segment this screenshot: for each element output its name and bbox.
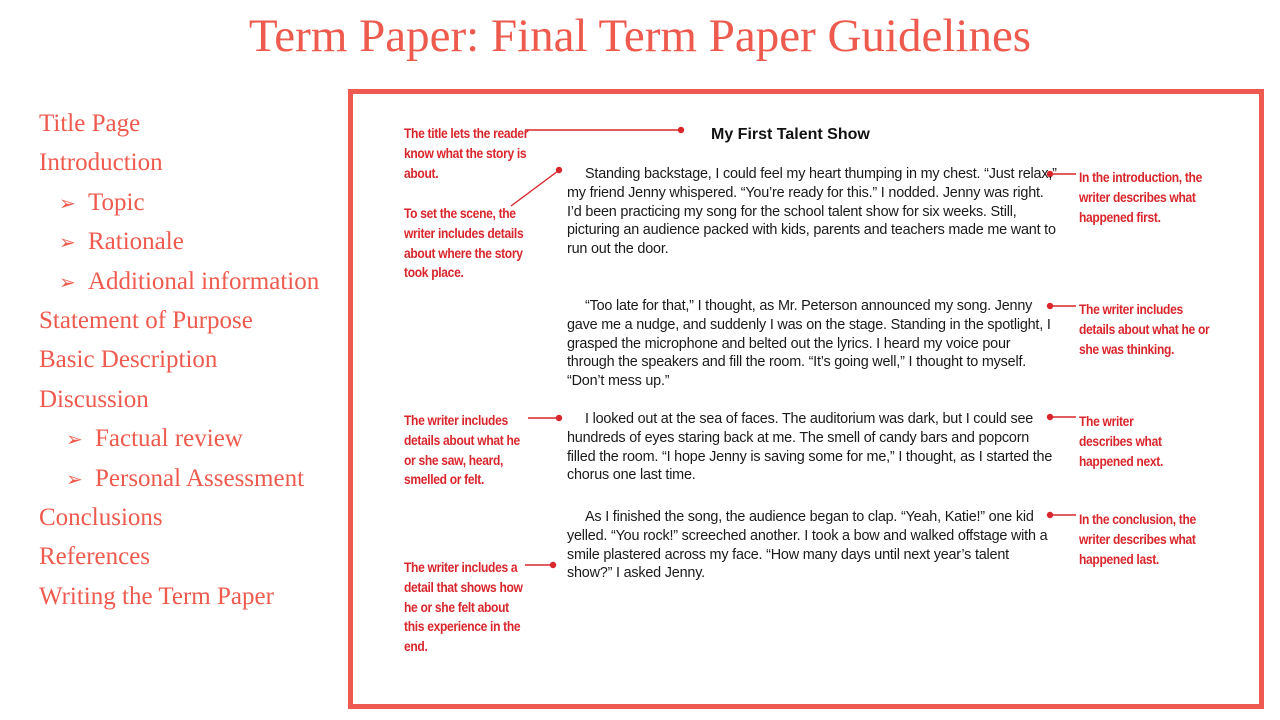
arrow-bullet-icon: ➢	[66, 468, 83, 491]
story-paragraph-2: “Too late for that,” I thought, as Mr. Peterson announced my song. Jenny gave me a nudge, and suddenly I was on the stage. Standing in the spotlight, I grasped the microphone and belted out the lyrics. I heard my voice pour through the speakers and fill the room. “It’s going well,” I thought to myself. “Don’t mess up.”	[567, 298, 1051, 390]
outline-item-label: Additional information	[88, 267, 320, 295]
arrow-bullet-icon: ➢	[59, 192, 76, 215]
outline-item	[39, 104, 349, 143]
story-paragraph-1: Standing backstage, I could feel my heart thumping in my chest. “Just relax,” my friend Jenny whispered. “You’re ready for this.” I nodded. Jenny was right. I’d been practicing my song for the school talent show for six weeks. Still, picturing an audience packed with kids, parents and teachers made me want to run out the door.	[567, 166, 1057, 258]
note-conclusion: In the conclusion, the writer describes what happened last.	[1079, 512, 1196, 567]
outline-item	[39, 301, 349, 340]
outline-item	[39, 537, 349, 576]
note-title: The title lets the reader know what the story is about.	[404, 126, 529, 181]
slide-title: Term Paper: Final Term Paper Guidelines	[248, 10, 1032, 62]
arrow-bullet-icon: ➢	[66, 429, 83, 452]
outline-item-label: Factual review	[95, 425, 243, 453]
title-pointer-dot	[679, 128, 684, 133]
outline-list	[39, 104, 349, 616]
arrow-bullet-icon: ➢	[59, 271, 76, 294]
outline-item-label: Personal Assessment	[95, 464, 305, 492]
outline-item	[39, 459, 349, 498]
story-paragraph-4: As I finished the song, the audience began to clap. “Yeah, Katie!” one kid yelled. “You rock!” screeched another. I took a bow and walked offstage with a smile plastered across my face. “How many days until next year’s talent show?” I asked Jenny.	[567, 509, 1048, 582]
arrow-bullet-icon: ➢	[59, 232, 76, 255]
outline-item	[39, 498, 349, 537]
outline-item	[39, 143, 349, 182]
outline-item-label: Statement of Purpose	[39, 306, 253, 334]
outline-item-label: Title Page	[39, 110, 141, 137]
outline-item-label: Introduction	[39, 149, 163, 177]
scene-pointer-dot	[557, 168, 562, 173]
note-thinking: The writer includes details about what he or she was thinking.	[1079, 302, 1210, 357]
note-senses: The writer includes details about what he or she saw, heard, smelled or felt.	[404, 413, 520, 488]
note-scene: To set the scene, the writer includes details about where the story took place.	[404, 206, 524, 281]
outline-item-label: Discussion	[39, 385, 149, 413]
senses-pointer-dot	[557, 416, 562, 421]
outline-item-label: References	[39, 543, 151, 571]
outline-item	[39, 577, 349, 616]
outline-item	[39, 222, 349, 261]
example-page	[353, 94, 1259, 704]
outline-item-label: Rationale	[88, 228, 184, 256]
outline-item-label: Conclusions	[39, 503, 163, 531]
outline-item	[39, 340, 349, 379]
note-ending: The writer includes a detail that shows how he or she felt about this experience in the end.	[404, 560, 523, 655]
outline-item	[39, 419, 349, 458]
story-paragraph-3: I looked out at the sea of faces. The auditorium was dark, but I could see hundreds of eyes staring back at me. The smell of candy bars and popcorn filled the room. “I hope Jenny is saving some for me,” I thought, as I started the chorus one last time.	[567, 411, 1053, 484]
ending-pointer-dot	[551, 563, 556, 568]
outline-item-label: Topic	[88, 188, 145, 216]
story-title: My First Talent Show	[711, 126, 870, 143]
example-frame	[348, 89, 1264, 709]
outline-item	[39, 380, 349, 419]
outline-item-label: Basic Description	[39, 346, 218, 374]
outline-item	[39, 262, 349, 301]
note-introduction: In the introduction, the writer describes what happened first.	[1079, 170, 1202, 225]
outline-item-label: Writing the Term Paper	[39, 582, 274, 610]
outline-item	[39, 183, 349, 222]
note-next: The writer describes what happened next.	[1079, 414, 1163, 469]
